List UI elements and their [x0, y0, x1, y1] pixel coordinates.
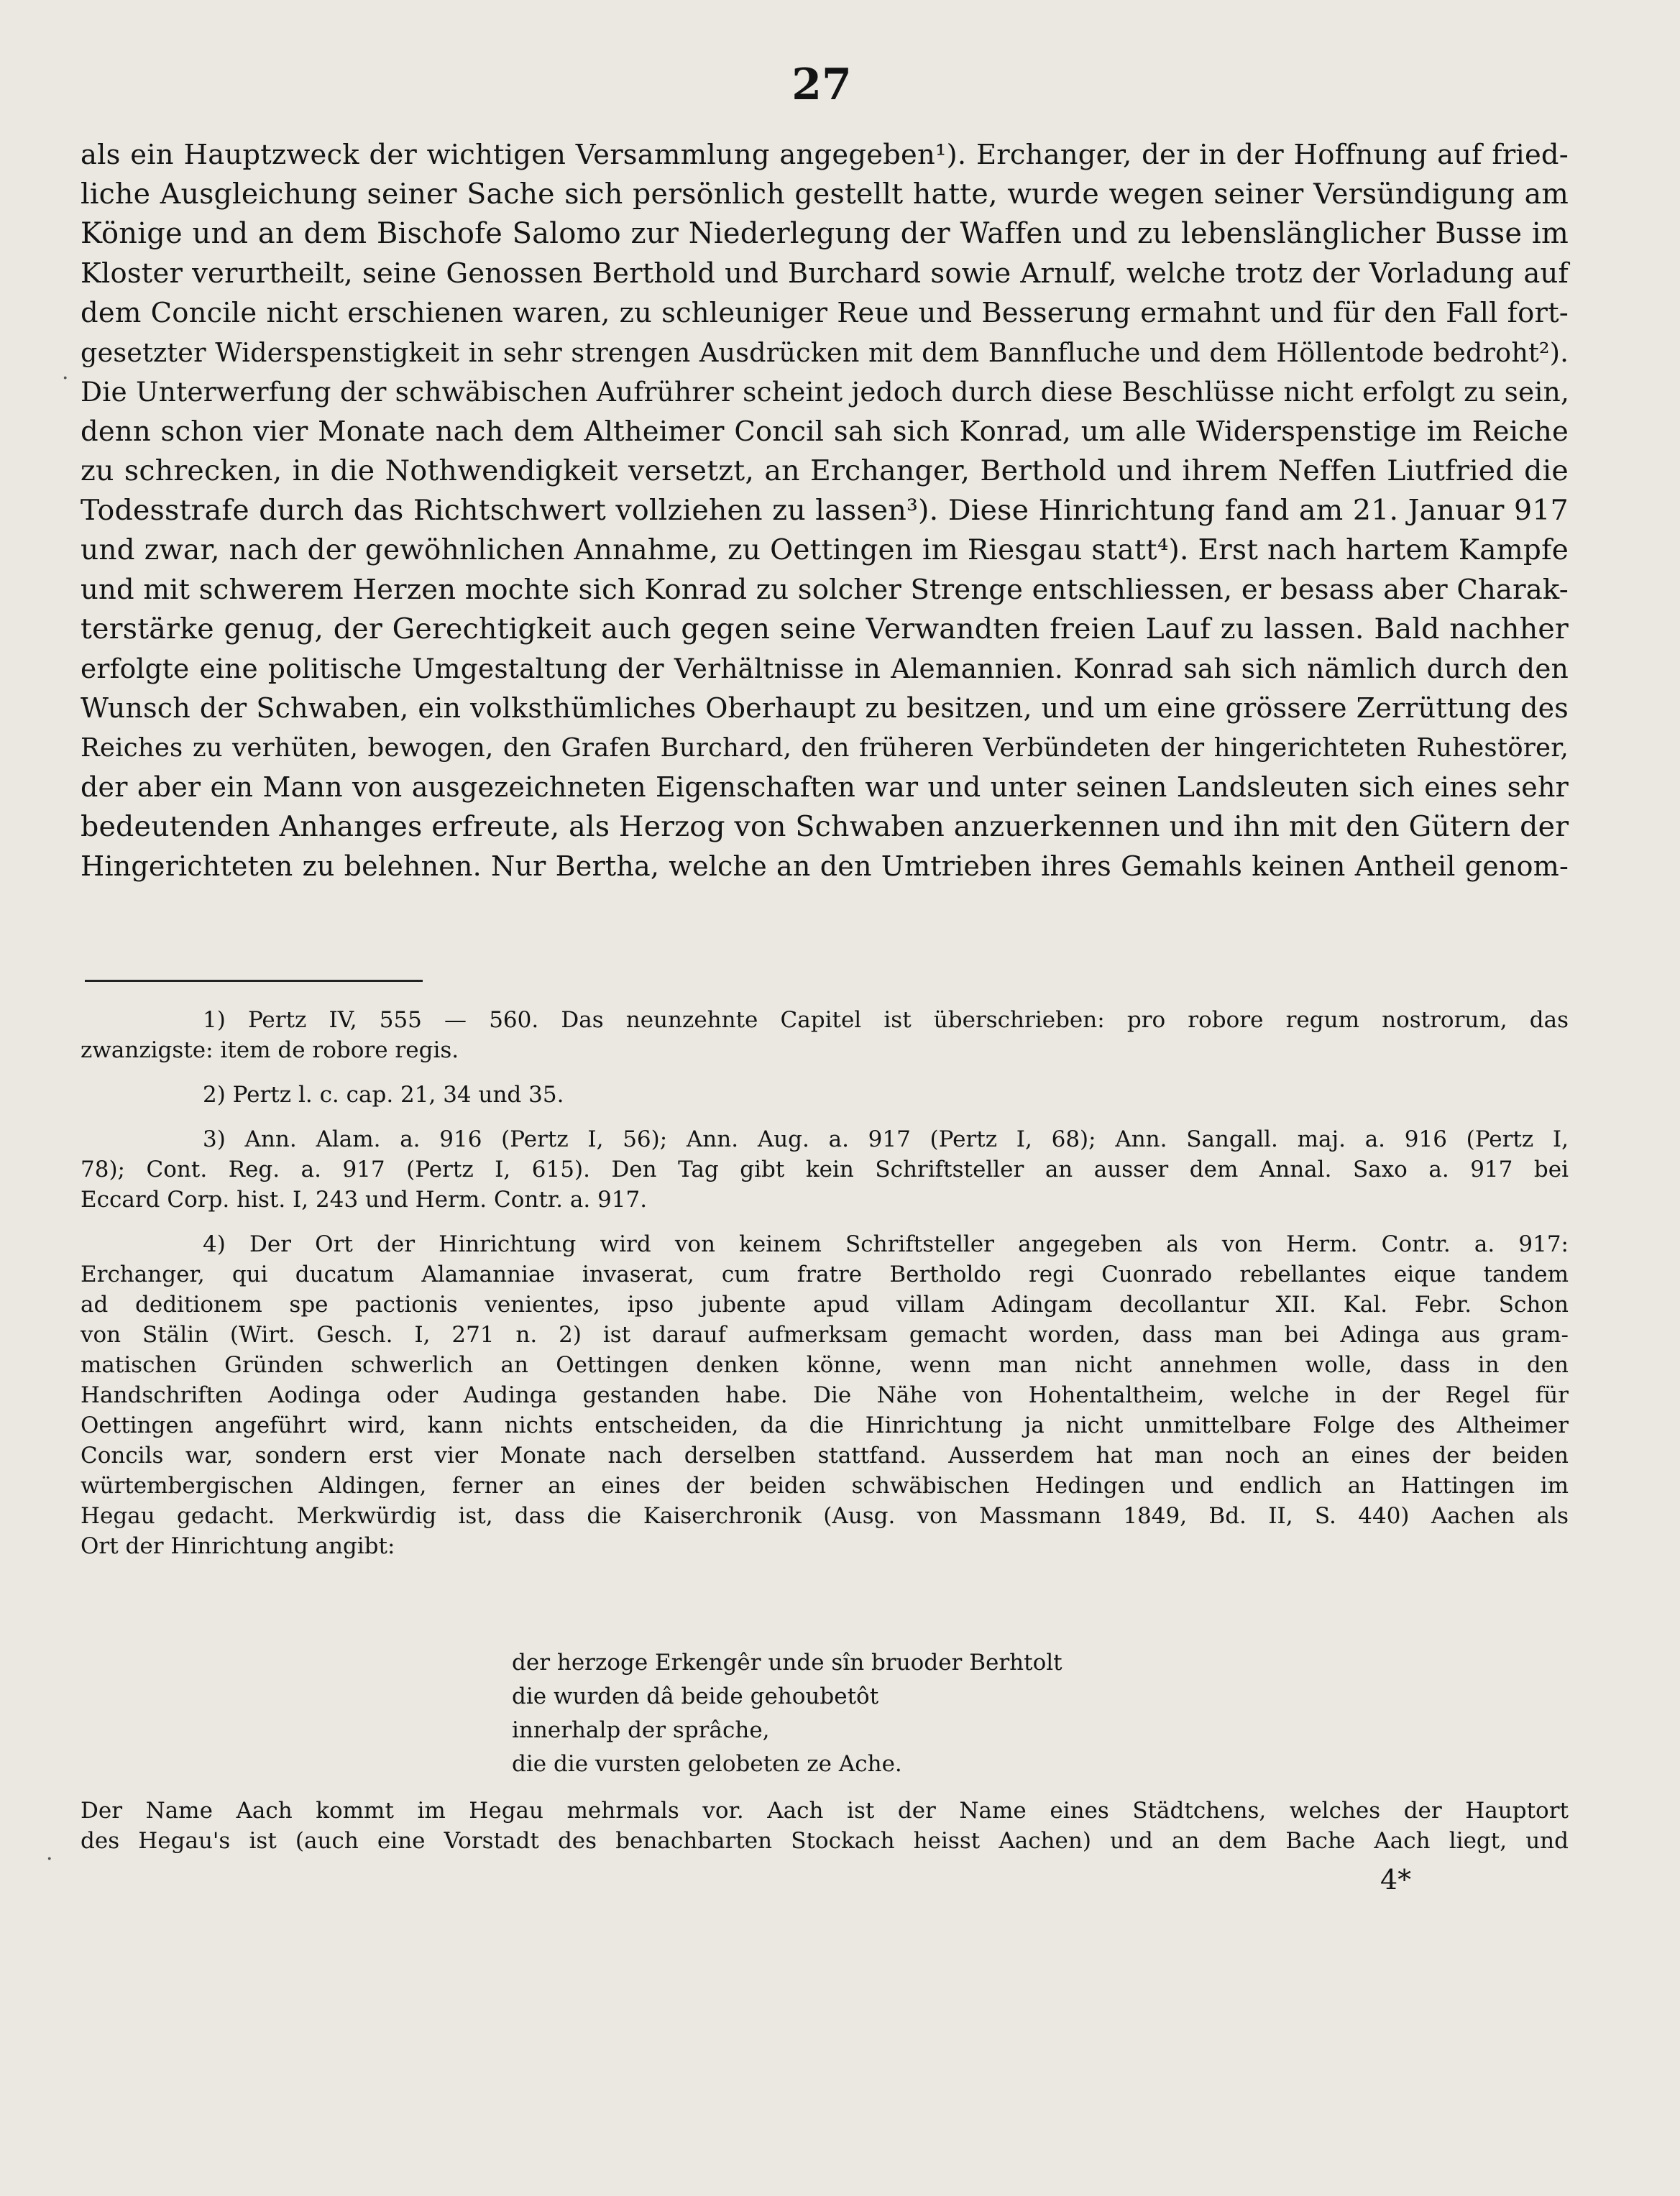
main-text-line: denn schon vier Monate nach dem Altheimer Concil sah sich Konrad, um alle Widerspenstige im Reiche: [81, 415, 1569, 448]
footnote-1-line: 1) Pertz IV, 555 — 560. Das neunzehnte Capitel ist überschrieben: pro robore regum nostrorum, das: [203, 1007, 1569, 1033]
footnote-separator: [85, 980, 423, 982]
main-text-line: gesetzter Widerspenstigkeit in sehr strengen Ausdrücken mit dem Bannfluche und dem Höllentode bedroht²).: [81, 337, 1569, 368]
main-text-line: erfolgte eine politische Umgestaltung der Verhältnisse in Alemannien. Konrad sah sich nämlich durch den: [81, 653, 1569, 684]
footnote-2-line: 2) Pertz l. c. cap. 21, 34 und 35.: [203, 1082, 564, 1108]
main-text-line: terstärke genug, der Gerechtigkeit auch gegen seine Verwandten freien Lauf zu lassen. Bald nachher: [81, 612, 1569, 646]
verse-line: der herzoge Erkengêr unde sîn bruoder Berhtolt: [512, 1650, 1062, 1676]
main-text-line: als ein Hauptzweck der wichtigen Versammlung angegeben¹). Erchanger, der in der Hoffnung auf fried-: [81, 139, 1569, 171]
margin-speck: ·: [46, 1847, 53, 1872]
signature-mark: 4*: [1380, 1864, 1412, 1896]
main-text-line: bedeutenden Anhanges erfreute, als Herzog von Schwaben anzuerkennen und ihn mit den Gütern der: [81, 810, 1569, 843]
footnote-4-line: Concils war, sondern erst vier Monate nach derselben stattfand. Ausserdem hat man noch an eines der beiden: [81, 1443, 1569, 1469]
margin-speck: ·: [62, 366, 69, 391]
footnote-4-line: matischen Gründen schwerlich an Oettingen denken könne, wenn man nicht annehmen wolle, dass in den: [81, 1352, 1569, 1378]
footnote-1-line: zwanzigste: item de robore regis.: [81, 1037, 459, 1063]
main-text-line: und zwar, nach der gewöhnlichen Annahme, zu Oettingen im Riesgau statt⁴). Erst nach hartem Kampfe: [81, 534, 1569, 566]
main-text-line: liche Ausgleichung seiner Sache sich persönlich gestellt hatte, wurde wegen seiner Versündigung am: [81, 178, 1569, 211]
main-text-line: Die Unterwerfung der schwäbischen Aufrührer scheint jedoch durch diese Beschlüsse nicht erfolgt zu sein,: [81, 376, 1570, 408]
footnote-4-line: Ort der Hinrichtung angibt:: [81, 1533, 395, 1559]
verse-line: die die vursten gelobeten ze Ache.: [512, 1751, 902, 1777]
footnote-4-continuation: [81, 1796, 1569, 1856]
footnote-3-line: 3) Ann. Alam. a. 916 (Pertz I, 56); Ann. Aug. a. 917 (Pertz I, 68); Ann. Sangall. maj. a. 916 (Pertz I,: [203, 1126, 1569, 1152]
verse-quotation: [512, 1646, 1159, 1781]
main-text-line: dem Concile nicht erschienen waren, zu schleuniger Reue und Besserung ermahnt und für den Fall fort-: [81, 297, 1569, 329]
main-text-line: Hingerichteten zu belehnen. Nur Bertha, welche an den Umtrieben ihres Gemahls keinen Antheil genom-: [81, 850, 1569, 882]
footnote-4-line: 4) Der Ort der Hinrichtung wird von keinem Schriftsteller angegeben als von Herm. Contr. a. 917:: [203, 1231, 1569, 1257]
footnote-4-line: Hegau gedacht. Merkwürdig ist, dass die Kaiserchronik (Ausg. von Massmann 1849, Bd. II, S. 440) Aachen als: [81, 1503, 1569, 1529]
footnote-4-line: Der Name Aach kommt im Hegau mehrmals vor. Aach ist der Name eines Städtchens, welches der Hauptort: [81, 1798, 1569, 1824]
footnote-4-line: Oettingen angeführt wird, kann nichts entscheiden, da die Hinrichtung ja nicht unmittelbare Folge des Altheimer: [81, 1412, 1569, 1438]
footnote-4-line: des Hegau's ist (auch eine Vorstadt des benachbarten Stockach heisst Aachen) und an dem Bache Aach liegt, und: [81, 1828, 1569, 1854]
footnote-3-line: 78); Cont. Reg. a. 917 (Pertz I, 615). Den Tag gibt kein Schriftsteller an ausser dem Annal. Saxo a. 917 bei: [81, 1157, 1569, 1182]
verse-line: innerhalp der sprâche,: [512, 1717, 770, 1743]
page-number: 27: [791, 60, 852, 110]
main-text-line: und mit schwerem Herzen mochte sich Konrad zu solcher Strenge entschliessen, er besass aber Charak-: [81, 574, 1569, 606]
footnote-3-line: Eccard Corp. hist. I, 243 und Herm. Contr. a. 917.: [81, 1187, 648, 1213]
footnote-4-line: ad deditionem spe pactionis venientes, ipso jubente apud villam Adingam decollantur XII. Kal. Febr. Schon: [81, 1292, 1569, 1318]
main-text-line: der aber ein Mann von ausgezeichneten Eigenschaften war und unter seinen Landsleuten sich eines sehr: [81, 771, 1569, 803]
main-text-line: Reiches zu verhüten, bewogen, den Grafen Burchard, den früheren Verbündeten der hingerichteten Ruhestörer,: [81, 733, 1569, 763]
main-text-block: [81, 135, 1569, 886]
footnotes-block: [81, 1005, 1569, 1561]
main-text-line: Könige und an dem Bischofe Salomo zur Niederlegung der Waffen und zu lebenslänglicher Busse im: [81, 217, 1569, 250]
footnote-4-line: Handschriften Aodinga oder Audinga gestanden habe. Die Nähe von Hohentaltheim, welche in der Regel für: [81, 1382, 1569, 1408]
footnote-4-line: würtembergischen Aldingen, ferner an eines der beiden schwäbischen Hedingen und endlich an Hattingen im: [81, 1473, 1569, 1499]
footnote-4-line: von Stälin (Wirt. Gesch. I, 271 n. 2) ist darauf aufmerksam gemacht worden, dass man bei Adinga aus gram-: [81, 1322, 1569, 1348]
main-text-line: Todesstrafe durch das Richtschwert vollziehen zu lassen³). Diese Hinrichtung fand am 21. Januar 917: [81, 494, 1569, 527]
footnote-4-line: Erchanger, qui ducatum Alamanniae invaserat, cum fratre Bertholdo regi Cuonrado rebellantes eique tandem: [81, 1262, 1569, 1287]
main-text-line: zu schrecken, in die Nothwendigkeit versetzt, an Erchanger, Berthold und ihrem Neffen Liutfried die: [81, 454, 1569, 487]
main-text-line: Kloster verurtheilt, seine Genossen Berthold und Burchard sowie Arnulf, welche trotz der Vorladung auf: [81, 257, 1569, 290]
verse-line: die wurden dâ beide gehoubetôt: [512, 1683, 879, 1709]
main-text-line: Wunsch der Schwaben, ein volksthümliches Oberhaupt zu besitzen, und um eine grössere Zerrüttung des: [81, 692, 1569, 724]
